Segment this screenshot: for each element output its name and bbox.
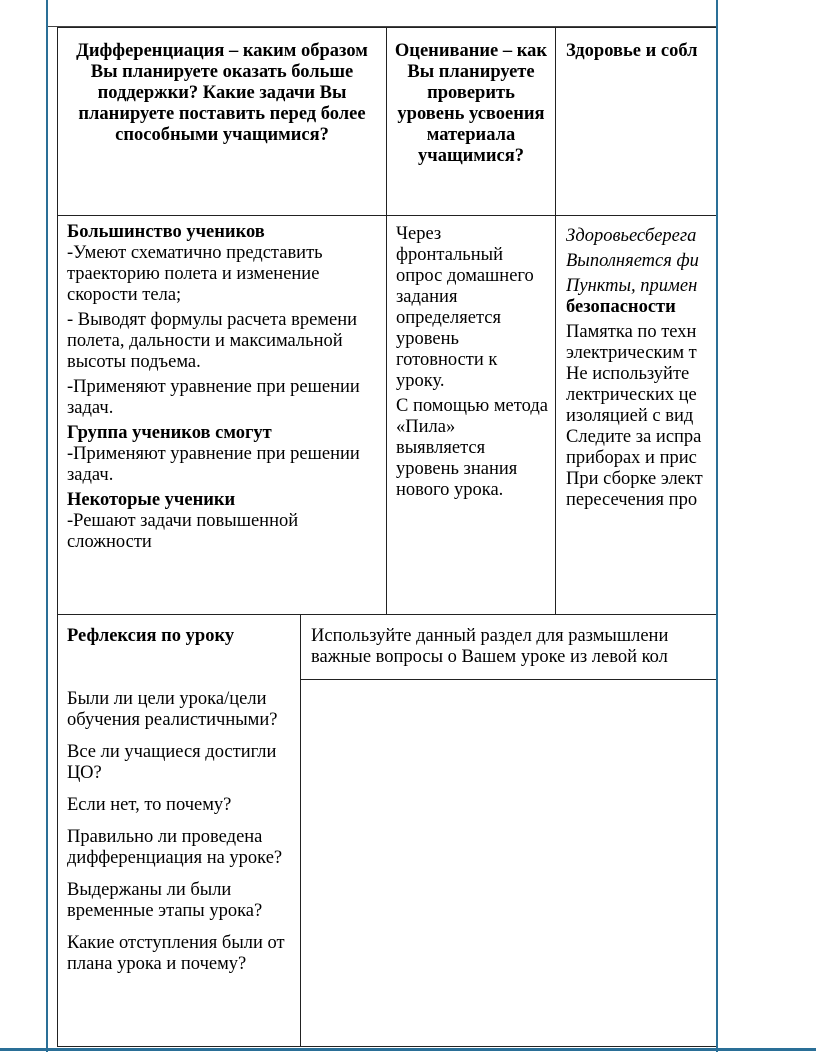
column-divider-1: [386, 27, 387, 614]
group-title-most-students: Большинство учеников: [67, 222, 265, 242]
reflection-instruction: [311, 626, 716, 668]
health-line: приборах и прис: [566, 448, 697, 468]
assessment-paragraph: С помощью метода «Пила» выявляется уровень знания нового урока.: [396, 396, 548, 500]
instruction-line: Используйте данный раздел для размышлени: [311, 626, 669, 646]
health-line: Не используйте: [566, 364, 690, 384]
reflection-question: Выдержаны ли были временные этапы урока?: [67, 880, 263, 921]
group-title-some-students: Некоторые ученики: [67, 490, 236, 510]
health-line: изоляцией с вид: [566, 406, 694, 426]
reflection-question: Если нет, то почему?: [67, 795, 232, 815]
health-line: безопасности: [566, 297, 676, 317]
list-item: -Применяют уравнение при решении задач.: [67, 377, 360, 418]
reflection-row-divider: [57, 614, 716, 615]
page-frame-bottom: [0, 1048, 816, 1051]
differentiation-content: [67, 222, 381, 557]
page-frame-left: [46, 0, 48, 1052]
reflection-question: Были ли цели урока/цели обучения реалистичными?: [67, 689, 278, 730]
reflection-questions: [67, 689, 295, 979]
table-border-left: [57, 27, 58, 1047]
health-content: [566, 226, 716, 511]
health-line: Выполняется фи: [566, 251, 699, 271]
reflection-question: Какие отступления были от плана урока и почему?: [67, 933, 285, 974]
header-row-divider: [57, 215, 716, 216]
health-header: Здоровье и собл: [566, 41, 698, 61]
differentiation-header: Дифференциация – каким образом Вы планируете оказать больше поддержки? Какие задачи Вы планируете поставить перед более способными учащимися?: [76, 41, 368, 145]
previous-section-strip: [48, 0, 716, 27]
instruction-line: важные вопросы о Вашем уроке из левой кол: [311, 647, 668, 667]
assessment-paragraph: Через фронтальный опрос домашнего задания определяется уровень готовности к уроку.: [396, 224, 534, 391]
page-frame-right: [716, 0, 718, 1052]
list-item: -Умеют схематично представить траекторию полета и изменение скорости тела;: [67, 243, 323, 305]
table-border-bottom: [57, 1046, 716, 1047]
assessment-content: [396, 224, 548, 505]
reflection-question: Все ли учащиеся достигли ЦО?: [67, 742, 277, 783]
list-item: -Применяют уравнение при решении задач.: [67, 444, 360, 485]
health-line: Следите за испра: [566, 427, 702, 447]
health-line: Пункты, примен: [566, 276, 698, 296]
reflection-notes-area[interactable]: [301, 680, 716, 1046]
health-line: Памятка по техн: [566, 322, 697, 342]
health-line: пересечения про: [566, 490, 698, 510]
group-title-student-group: Группа учеников смогут: [67, 423, 272, 443]
health-line: электрическим т: [566, 343, 697, 363]
health-line: Здоровьесберега: [566, 226, 697, 246]
health-line: При сборке элект: [566, 469, 703, 489]
list-item: - Выводят формулы расчета времени полета, дальности и максимальной высоты подъема.: [67, 310, 358, 372]
health-line: лектрических це: [566, 385, 697, 405]
reflection-question: Правильно ли проведена дифференциация на уроке?: [67, 827, 283, 868]
reflection-title: Рефлексия по уроку: [67, 626, 235, 646]
column-divider-2: [555, 27, 556, 614]
list-item: -Решают задачи повышенной сложности: [67, 511, 299, 552]
assessment-header: Оценивание – как Вы планируете проверить уровень усвоения материала учащимися?: [394, 41, 548, 166]
